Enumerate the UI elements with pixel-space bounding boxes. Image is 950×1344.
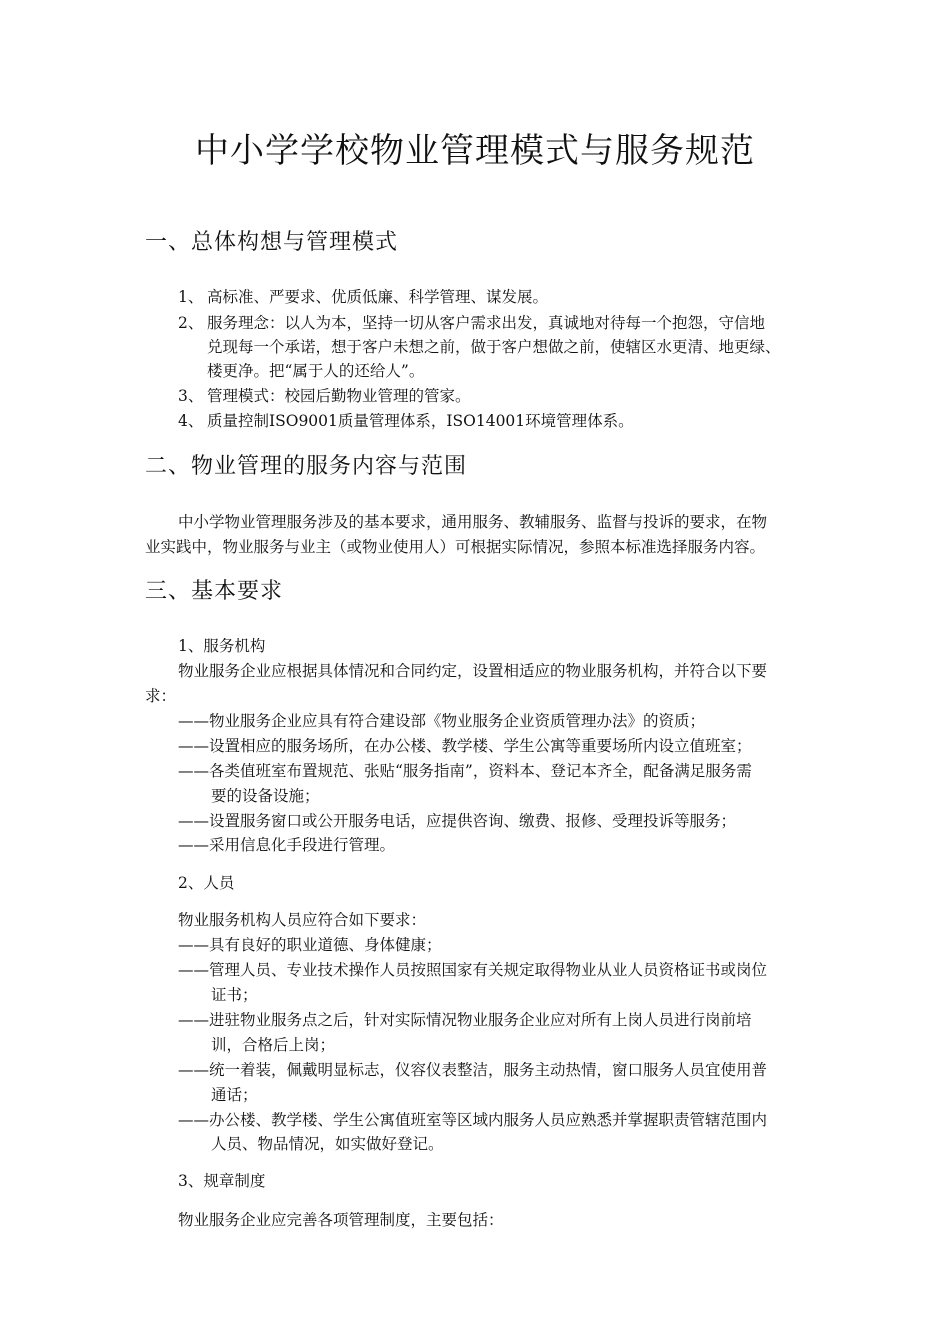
list-number: 2、 <box>178 314 204 332</box>
section-heading-1: 一、总体构想与管理模式 <box>145 230 399 255</box>
list-number: 4、 <box>178 412 204 430</box>
paragraph-line: 业实践中，物业服务与业主（或物业使用人）可根据实际情况，参照本标准选择服务内容。 <box>145 538 766 556</box>
list-number: 1、 <box>178 288 204 306</box>
paragraph-line: 物业服务企业应根据具体情况和合同约定，设置相适应的物业服务机构，并符合以下要 <box>178 662 768 680</box>
bullet-item: ——管理人员、专业技术操作人员按照国家有关规定取得物业从业人员资格证书或岗位 <box>178 961 768 979</box>
bullet-continuation: 证书； <box>211 986 258 1004</box>
bullet-item: ——设置相应的服务场所，在办公楼、教学楼、学生公寓等重要场所内设立值班室； <box>178 737 752 755</box>
paragraph-line: 求： <box>145 687 177 705</box>
bullet-continuation: 通话； <box>211 1086 258 1104</box>
list-item-text: 质量控制ISO9001质量管理体系，ISO14001环境管理体系。 <box>207 412 634 430</box>
list-item-text: 服务理念：以人为本，坚持一切从客户需求出发，真诚地对待每一个抱怨，守信地 <box>207 314 766 332</box>
list-item-1-1 <box>178 285 548 309</box>
bullet-item: ——各类值班室布置规范、张贴“服务指南”，资料本、登记本齐全，配备满足服务需 <box>178 762 752 780</box>
list-item-1-2 <box>178 311 765 335</box>
bullet-item: ——设置服务窗口或公开服务电话，应提供咨询、缴费、报修、受理投诉等服务； <box>178 812 737 830</box>
bullet-continuation: 人员、物品情况，如实做好登记。 <box>211 1135 444 1153</box>
subsection-title-2: 2、人员 <box>178 874 235 892</box>
section-heading-3: 三、基本要求 <box>145 579 284 604</box>
bullet-item: ——采用信息化手段进行管理。 <box>178 836 396 854</box>
bullet-item: ——办公楼、教学楼、学生公寓值班室等区域内服务人员应熟悉并掌握职责管辖范围内 <box>178 1111 768 1129</box>
bullet-item: ——物业服务企业应具有符合建设部《物业服务企业资质管理办法》的资质； <box>178 712 706 730</box>
bullet-item: ——进驻物业服务点之后，针对实际情况物业服务企业应对所有上岗人员进行岗前培 <box>178 1011 752 1029</box>
subsection-title-1: 1、服务机构 <box>178 637 266 655</box>
paragraph-line: 物业服务机构人员应符合如下要求： <box>178 911 427 929</box>
bullet-continuation: 要的设备设施； <box>211 787 320 805</box>
list-item-1-4 <box>178 409 634 433</box>
list-item-continuation: 兑现每一个承诺，想于客户未想之前，做于客户想做之前，使辖区水更清、地更绿、 <box>207 338 781 356</box>
document-title: 中小学学校物业管理模式与服务规范 <box>195 131 755 171</box>
section-heading-2: 二、物业管理的服务内容与范围 <box>145 454 468 479</box>
bullet-item: ——具有良好的职业道德、身体健康； <box>178 936 442 954</box>
bullet-continuation: 训，合格后上岗； <box>211 1036 336 1054</box>
list-item-text: 高标准、严要求、优质低廉、科学管理、谋发展。 <box>207 288 549 306</box>
subsection-title-3: 3、规章制度 <box>178 1172 266 1190</box>
list-item-continuation: 楼更净。把“属于人的还给人”。 <box>207 362 425 380</box>
bullet-item: ——统一着装，佩戴明显标志，仪容仪表整洁，服务主动热情，窗口服务人员宜使用普 <box>178 1061 768 1079</box>
list-item-1-3 <box>178 384 471 408</box>
list-number: 3、 <box>178 387 204 405</box>
paragraph-line: 物业服务企业应完善各项管理制度，主要包括： <box>178 1211 504 1229</box>
paragraph-line: 中小学物业管理服务涉及的基本要求，通用服务、教辅服务、监督与投诉的要求，在物 <box>178 513 768 531</box>
list-item-text: 管理模式：校园后勤物业管理的管家。 <box>207 387 471 405</box>
